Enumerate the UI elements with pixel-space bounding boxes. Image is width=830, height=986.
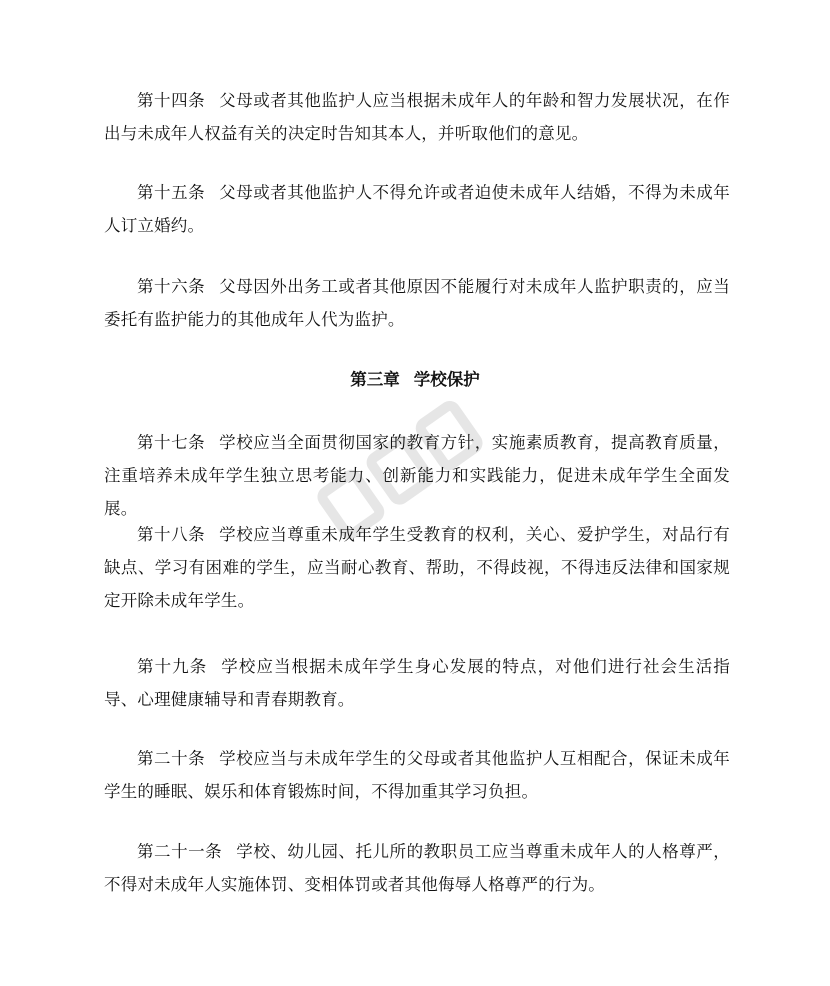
article-number: 第十八条	[137, 525, 206, 544]
article-15	[104, 176, 730, 242]
article-number: 第十四条	[137, 91, 206, 110]
article-14	[104, 84, 730, 150]
chapter-heading	[0, 363, 830, 396]
article-21	[104, 835, 730, 901]
article-text: 父母因外出务工或者其他原因不能履行对未成年人监护职责的，应当委托有监护能力的其他成年人代为监护。	[104, 277, 730, 329]
article-number: 第十六条	[137, 277, 206, 296]
article-16	[104, 270, 730, 336]
article-text: 父母或者其他监护人不得允许或者迫使未成年人结婚，不得为未成年人订立婚约。	[104, 183, 730, 235]
article-text: 学校应当尊重未成年学生受教育的权利，关心、爱护学生，对品行有缺点、学习有困难的学生，应当耐心教育、帮助，不得歧视，不得违反法律和国家规定开除未成年学生。	[104, 525, 730, 610]
article-text: 学校应当根据未成年学生身心发展的特点，对他们进行社会生活指导、心理健康辅导和青春期教育。	[104, 657, 730, 709]
chapter-title: 学校保护	[413, 370, 480, 389]
chapter-number: 第三章	[350, 370, 400, 389]
article-20	[104, 742, 730, 808]
article-number: 第二十一条	[137, 842, 223, 861]
article-text: 学校应当与未成年学生的父母或者其他监护人互相配合，保证未成年学生的睡眠、娱乐和体育锻炼时间，不得加重其学习负担。	[104, 749, 730, 801]
article-number: 第十五条	[137, 183, 206, 202]
article-number: 第十七条	[137, 433, 206, 452]
article-number: 第十九条	[137, 657, 208, 676]
article-number: 第二十条	[137, 749, 206, 768]
article-text: 父母或者其他监护人应当根据未成年人的年龄和智力发展状况，在作出与未成年人权益有关的决定时告知其本人，并听取他们的意见。	[104, 91, 730, 143]
article-text: 学校应当全面贯彻国家的教育方针，实施素质教育，提高教育质量，注重培养未成年学生独立思考能力、创新能力和实践能力，促进未成年学生全面发展。	[104, 433, 730, 518]
article-text: 学校、幼儿园、托儿所的教职员工应当尊重未成年人的人格尊严，不得对未成年人实施体罚、变相体罚或者其他侮辱人格尊严的行为。	[104, 842, 730, 894]
article-18	[104, 518, 730, 617]
article-19	[104, 650, 730, 716]
article-17	[104, 426, 730, 525]
